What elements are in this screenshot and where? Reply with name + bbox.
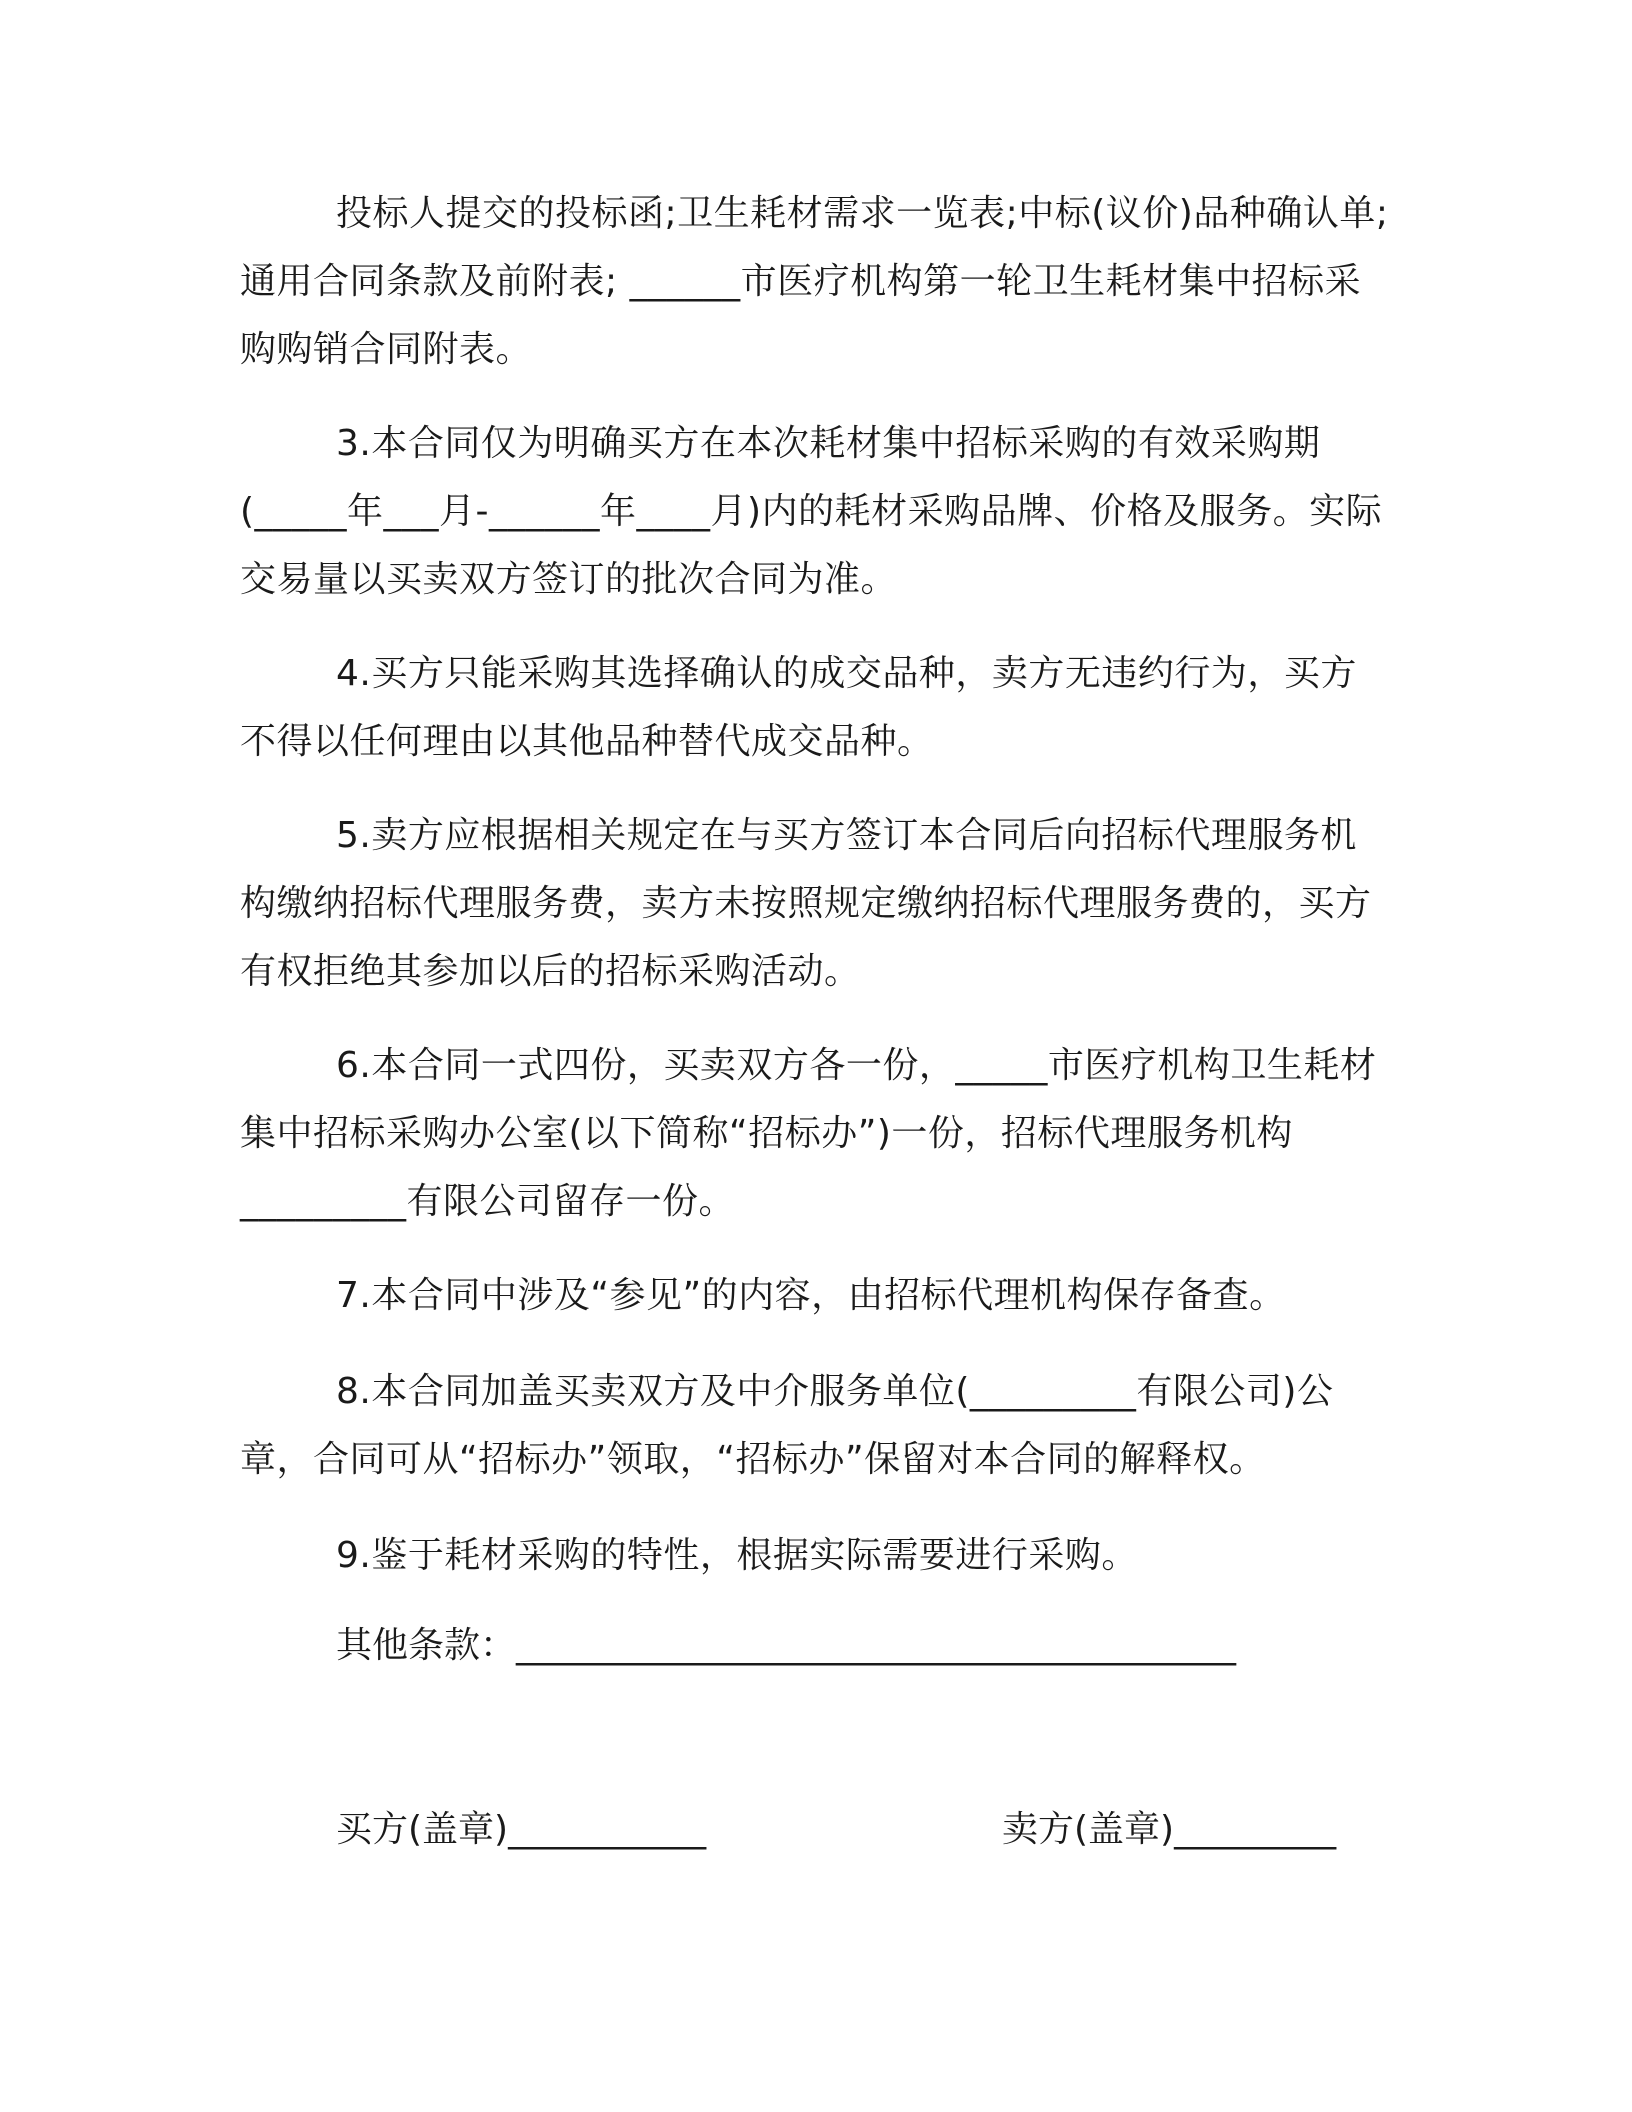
- paragraph-7: 7.本合同中涉及“参见”的内容，由招标代理机构保存备查。: [336, 1275, 1286, 1316]
- buyer-signature: 买方(盖章)___________: [336, 1809, 707, 1850]
- paragraph-5: 5.卖方应根据相关规定在与买方签订本合同后向招标代理服务机构缴纳招标代理服务费，卖方未按照规定缴纳招标代理服务费的，买方有权拒绝其参加以后的招标采购活动。: [240, 815, 1372, 992]
- paragraph-3: 3.本合同仅为明确买方在本次耗材集中招标采购的有效采购期(_____年___月-______年____月)内的耗材采购品牌、价格及服务。实际交易量以买卖双方签订的批次合同为准。: [240, 423, 1383, 600]
- document-body: [240, 180, 1390, 1590]
- paragraph-8: 8.本合同加盖买卖双方及中介服务单位(_________有限公司)公章，合同可从“招标办”领取，“招标办”保留对本合同的解释权。: [240, 1371, 1334, 1480]
- paragraph-attachments: 投标人提交的投标函;卫生耗材需求一览表;中标(议价)品种确认单;通用合同条款及前附表; ______市医疗机构第一轮卫生耗材集中招标采购购销合同附表。: [240, 193, 1389, 370]
- paragraph-4: 4.买方只能采购其选择确认的成交品种，卖方无违约行为，买方不得以任何理由以其他品种替代成交品种。: [240, 653, 1357, 762]
- other-terms-line: 其他条款：________________________________________: [336, 1625, 1237, 1666]
- seller-signature: 卖方(盖章)_________: [1002, 1809, 1337, 1850]
- paragraph-9: 9.鉴于耗材采购的特性，根据实际需要进行采购。: [336, 1535, 1138, 1576]
- paragraph-6: 6.本合同一式四份，买卖双方各一份，_____市医疗机构卫生耗材集中招标采购办公室(以下简称“招标办”)一份，招标代理服务机构_________有限公司留存一份。: [240, 1045, 1377, 1222]
